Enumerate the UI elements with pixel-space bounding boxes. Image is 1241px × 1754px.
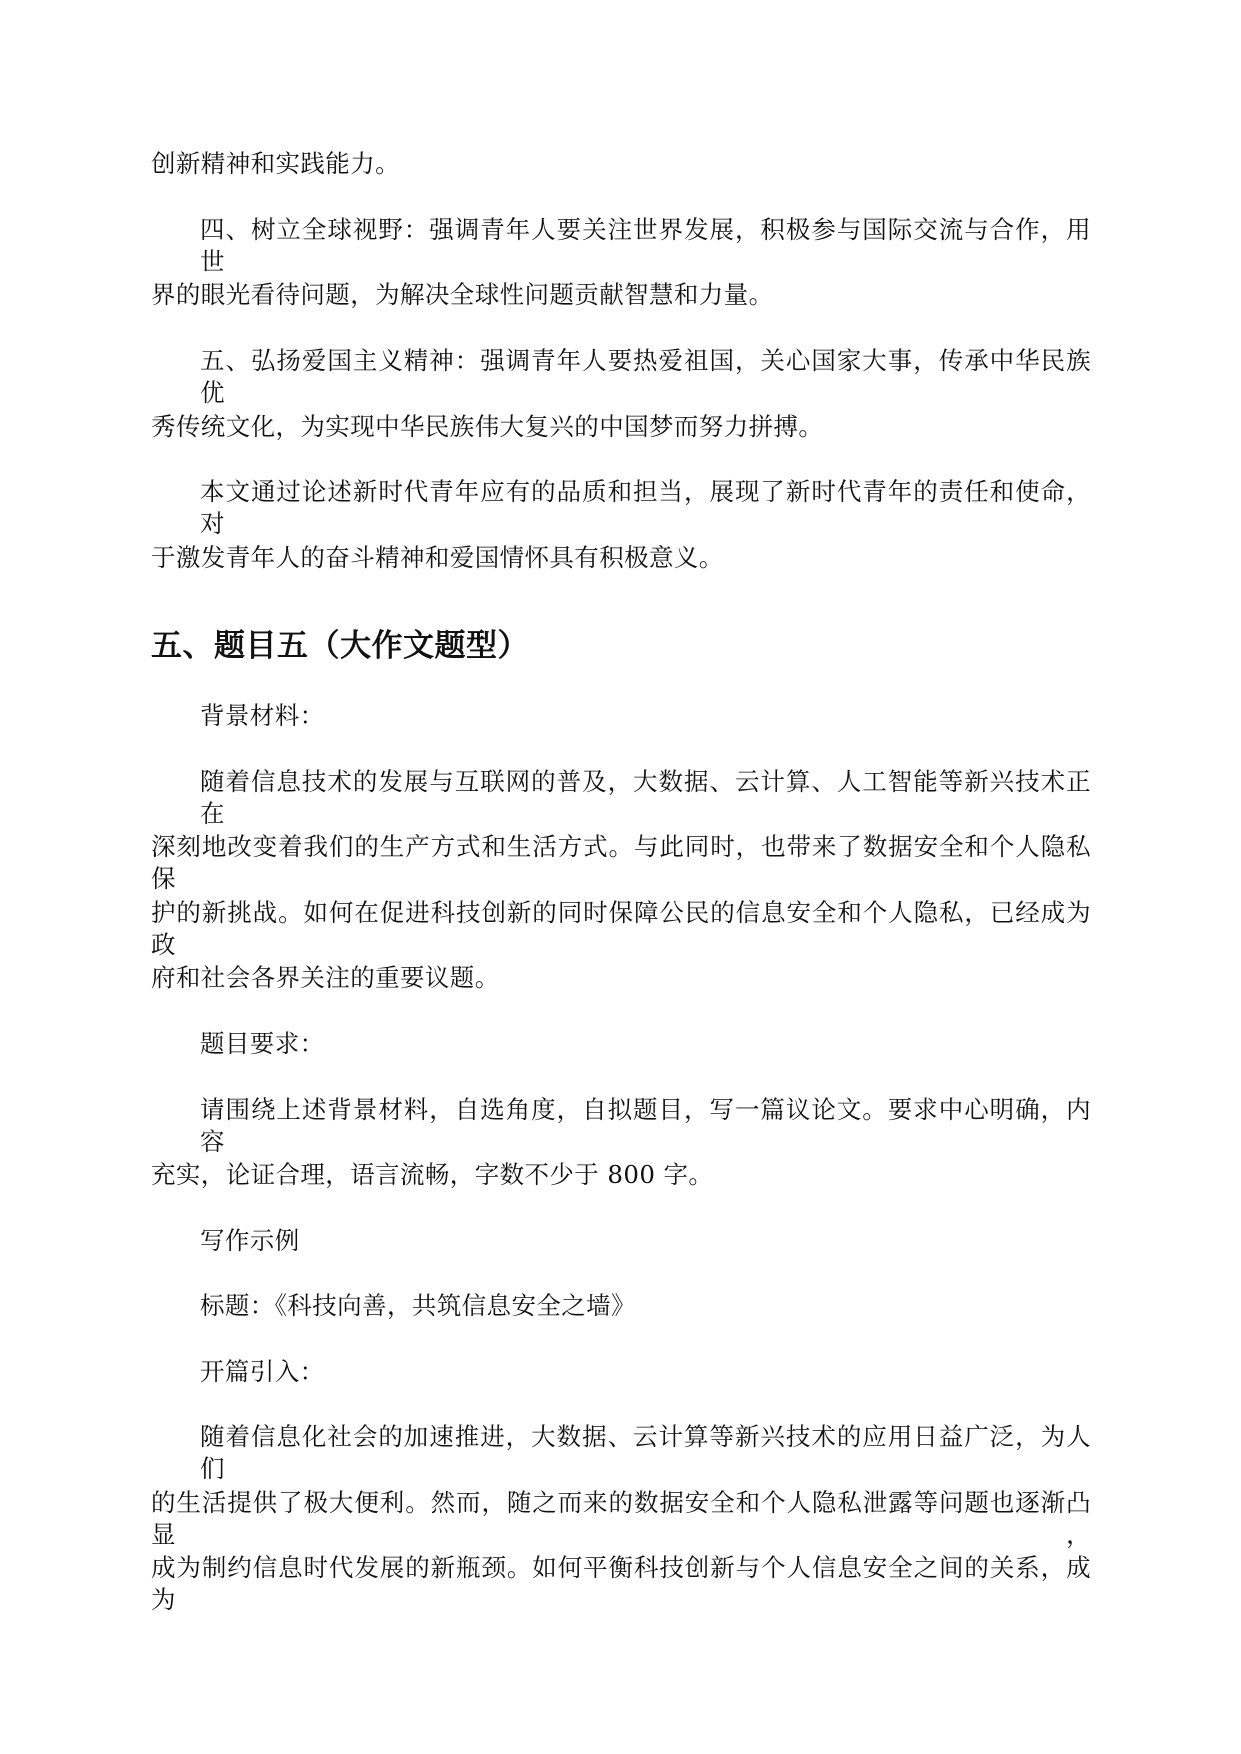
paragraph-line: 于激发青年人的奋斗精神和爱国情怀具有积极意义。 bbox=[151, 543, 724, 572]
paragraph-line: 护的新挑战。如何在促进科技创新的同时保障公民的信息安全和个人隐私，已经成为政 bbox=[151, 898, 1091, 959]
section-heading: 五、题目五（大作文题型） bbox=[151, 628, 529, 664]
paragraph-line: 的生活提供了极大便利。然而，随之而来的数据安全和个人隐私泄露等问题也逐渐凸显， bbox=[151, 1488, 1091, 1549]
paragraph-line: 深刻地改变着我们的生产方式和生活方式。与此同时，也带来了数据安全和个人隐私保 bbox=[151, 832, 1091, 893]
paragraph-line: 府和社会各界关注的重要议题。 bbox=[151, 963, 500, 992]
paragraph-line: 写作示例 bbox=[200, 1226, 300, 1255]
paragraph-line: 秀传统文化，为实现中华民族伟大复兴的中国梦而努力拼搏。 bbox=[151, 412, 824, 441]
paragraph-line: 标题：《科技向善，共筑信息安全之墙》 bbox=[200, 1291, 636, 1320]
paragraph-line: 随着信息技术的发展与互联网的普及，大数据、云计算、人工智能等新兴技术正在 bbox=[200, 767, 1091, 828]
paragraph-line: 随着信息化社会的加速推进，大数据、云计算等新兴技术的应用日益广泛，为人们 bbox=[200, 1422, 1091, 1483]
paragraph-line: 题目要求： bbox=[200, 1029, 325, 1058]
paragraph-line: 充实，论证合理，语言流畅，字数不少于 800 字。 bbox=[151, 1160, 714, 1189]
paragraph-line: 成为制约信息时代发展的新瓶颈。如何平衡科技创新与个人信息安全之间的关系，成为 bbox=[151, 1553, 1091, 1614]
paragraph-line: 本文通过论述新时代青年应有的品质和担当，展现了新时代青年的责任和使命，对 bbox=[200, 477, 1091, 538]
paragraph-line: 四、树立全球视野：强调青年人要关注世界发展，积极参与国际交流与合作，用世 bbox=[200, 215, 1091, 276]
paragraph-line: 创新精神和实践能力。 bbox=[151, 149, 400, 178]
paragraph-line: 界的眼光看待问题，为解决全球性问题贡献智慧和力量。 bbox=[151, 280, 774, 309]
paragraph-line: 五、弘扬爱国主义精神：强调青年人要热爱祖国，关心国家大事，传承中华民族优 bbox=[200, 346, 1091, 407]
paragraph-line: 背景材料： bbox=[200, 701, 325, 730]
paragraph-line: 请围绕上述背景材料，自选角度，自拟题目，写一篇议论文。要求中心明确，内容 bbox=[200, 1095, 1091, 1156]
paragraph-line: 开篇引入： bbox=[200, 1357, 325, 1386]
